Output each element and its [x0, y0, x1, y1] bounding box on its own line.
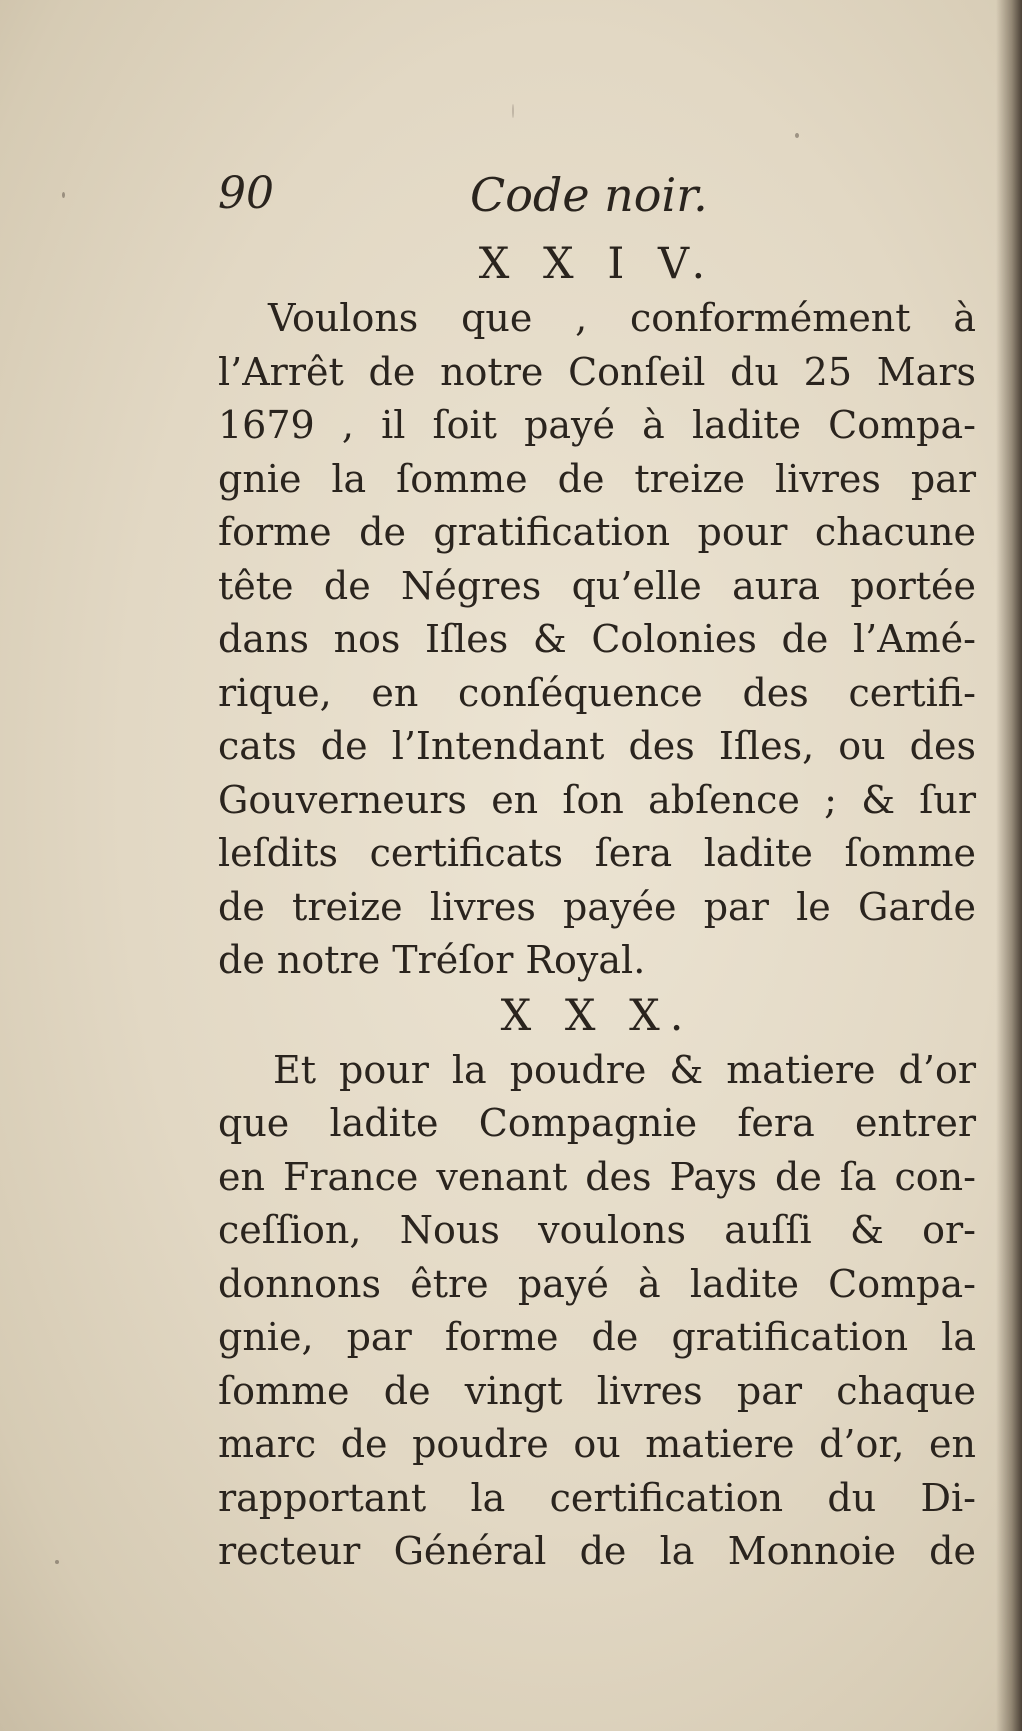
page-header	[218, 168, 976, 236]
text-line: Voulons que , conformément à	[268, 296, 976, 340]
article-section	[218, 988, 976, 1579]
text-line: forme de gratification pour chacune	[218, 510, 976, 554]
text-line: 1679 , il ſoit payé à ladite Compa-	[218, 403, 976, 447]
text-line: cats de l’Intendant des Iſles, ou des	[218, 724, 976, 768]
paper-speck	[512, 104, 514, 118]
page-text	[218, 168, 976, 1579]
text-line: en France venant des Pays de ſa con-	[218, 1154, 976, 1199]
text-line: que ladite Compagnie fera entrer	[218, 1101, 976, 1145]
text-line: marc de poudre ou matiere d’or, en	[218, 1422, 976, 1466]
text-line: tête de Négres qu’elle aura portée	[218, 563, 976, 608]
text-line: Et pour la poudre & matiere d’or	[273, 1047, 976, 1092]
text-line: dans nos Iſles & Colonies de l’Amé-	[218, 617, 976, 661]
text-line: l’Arrêt de notre Conſeil du 25 Mars	[218, 349, 976, 394]
text-line: ſomme de vingt livres par chaque	[218, 1368, 976, 1413]
article-number: X X X.	[500, 990, 694, 1041]
text-line: ceſſion, Nous voulons auſſi & or-	[218, 1208, 976, 1252]
page-gutter-shadow	[996, 0, 1022, 1731]
text-line: Gouverneurs en ſon abſence ; & ſur	[218, 777, 976, 822]
paper-speck	[795, 133, 799, 138]
text-line: rapportant la certification du Di-	[218, 1475, 976, 1520]
running-title: Code noir.	[470, 168, 708, 222]
text-line: leſdits certificats ſera ladite ſomme	[218, 831, 976, 875]
paper-speck	[55, 1560, 59, 1564]
text-line: donnons être payé à ladite Compa-	[218, 1261, 976, 1306]
text-line: recteur Général de la Monnoie de	[218, 1529, 976, 1573]
text-line: de treize livres payée par le Garde	[218, 884, 976, 929]
page-number: 90	[218, 168, 274, 219]
text-line: rique, en conſéquence des certifi-	[218, 670, 976, 715]
text-line: gnie la ſomme de treize livres par	[218, 456, 976, 501]
article-section	[218, 236, 976, 988]
paper-speck	[62, 192, 65, 198]
text-line: de notre Tréſor Royal.	[218, 938, 646, 982]
text-line: gnie, par forme de gratification la	[218, 1315, 976, 1359]
article-number: X X I V.	[478, 239, 716, 289]
